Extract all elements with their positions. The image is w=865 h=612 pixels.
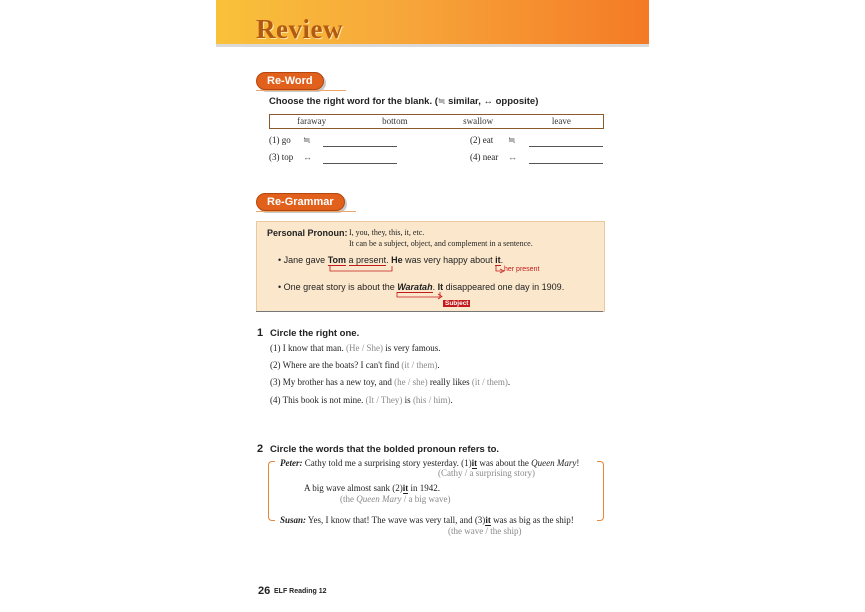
reference-arrows-1	[326, 264, 516, 276]
highlight-he: He	[391, 255, 403, 265]
page-title: Review	[256, 14, 343, 44]
reference-arrows-2	[394, 291, 444, 301]
dialogue-bracket-left	[268, 461, 275, 521]
reword-tag-underline	[256, 90, 346, 91]
word-bank-item: faraway	[297, 116, 327, 126]
q1-line-3: (3) My brother has a new toy, and (he / she) really likes (it / them).	[270, 377, 511, 387]
highlight-it-2: It	[437, 282, 444, 292]
grammar-example-1: • Jane gave Tom a present. He was very happy about it.	[278, 255, 504, 265]
highlight-present: a present	[348, 255, 387, 265]
grammar-example-2: • One great story is about the Waratah. It disappeared one day in 1909.	[278, 282, 565, 292]
q2-option-1[interactable]: (Cathy / a surprising story)	[438, 468, 535, 478]
q2-option-3[interactable]: (the wave / the ship)	[448, 526, 522, 536]
q1-option[interactable]: (it / them)	[401, 360, 438, 370]
word-bank-item: leave	[551, 116, 571, 126]
similar-icon: ≒	[303, 135, 311, 145]
opposite-icon: ↔	[508, 152, 517, 162]
dialogue-line-2: A big wave almost sank (2)it in 1942.	[304, 483, 440, 493]
q1-option[interactable]: (it / them)	[471, 377, 508, 387]
grammar-note-subject: Subject	[445, 300, 469, 307]
answer-blank-1[interactable]	[323, 146, 397, 147]
grammar-note-her-present: her present	[504, 266, 540, 273]
regrammar-tag-underline	[256, 211, 356, 212]
q1-line-2: (2) Where are the boats? I can't find (it / them).	[270, 360, 440, 370]
question-1-number: 1	[257, 327, 264, 339]
highlight-tom: Tom	[327, 255, 347, 265]
highlight-waratah: Waratah	[397, 282, 433, 292]
reword-item-4: (4) near	[470, 152, 499, 162]
question-1-text: Circle the right one.	[270, 328, 360, 339]
grammar-heading: Personal Pronoun:	[267, 228, 348, 238]
opposite-icon: ↔	[303, 152, 312, 162]
dialogue-peter: Peter: Cathy told me a surprising story yesterday. (1)it was about the Queen Mary!	[280, 458, 580, 468]
word-bank-item: swallow	[463, 116, 494, 126]
regrammar-tag: Re-Grammar	[256, 193, 345, 211]
reword-instruction: Choose the right word for the blank. (≒ similar, ↔ opposite)	[269, 96, 539, 107]
answer-blank-2[interactable]	[529, 146, 603, 147]
q1-line-4: (4) This book is not mine. (It / They) is (his / him).	[270, 395, 453, 405]
answer-blank-3[interactable]	[323, 163, 397, 164]
word-bank	[269, 114, 604, 129]
q2-option-2[interactable]: (the Queen Mary / a big wave)	[340, 494, 451, 504]
book-title: ELF Reading 12	[274, 588, 327, 595]
reword-tag: Re-Word	[256, 72, 324, 90]
workbook-page	[216, 0, 649, 612]
word-bank-item: bottom	[382, 116, 408, 126]
reword-item-3: (3) top	[269, 152, 294, 162]
reword-item-2: (2) eat	[470, 135, 494, 145]
q1-line-1: (1) I know that man. (He / She) is very famous.	[270, 343, 441, 353]
q1-option[interactable]: (his / him)	[412, 395, 451, 405]
answer-blank-4[interactable]	[529, 163, 603, 164]
page-number: 26	[258, 585, 271, 597]
question-2-number: 2	[257, 443, 264, 455]
grammar-box-bottom-rule	[256, 311, 603, 312]
highlight-it: it	[495, 255, 501, 265]
q1-option[interactable]: (It / They)	[365, 395, 403, 405]
dialogue-susan: Susan: Yes, I know that! The wave was very tall, and (3)it was as big as the ship!	[280, 515, 574, 525]
dialogue-bracket-right	[597, 461, 604, 521]
reword-item-1: (1) go	[269, 135, 291, 145]
question-2-text: Circle the words that the bolded pronoun refers to.	[270, 444, 500, 455]
q1-option[interactable]: (He / She)	[345, 343, 383, 353]
similar-icon: ≒	[508, 135, 516, 145]
grammar-desc-1: I, you, they, this, it, etc.	[349, 228, 425, 237]
q1-option[interactable]: (he / she)	[394, 377, 428, 387]
grammar-desc-2: It can be a subject, object, and complement in a sentence.	[349, 239, 533, 248]
